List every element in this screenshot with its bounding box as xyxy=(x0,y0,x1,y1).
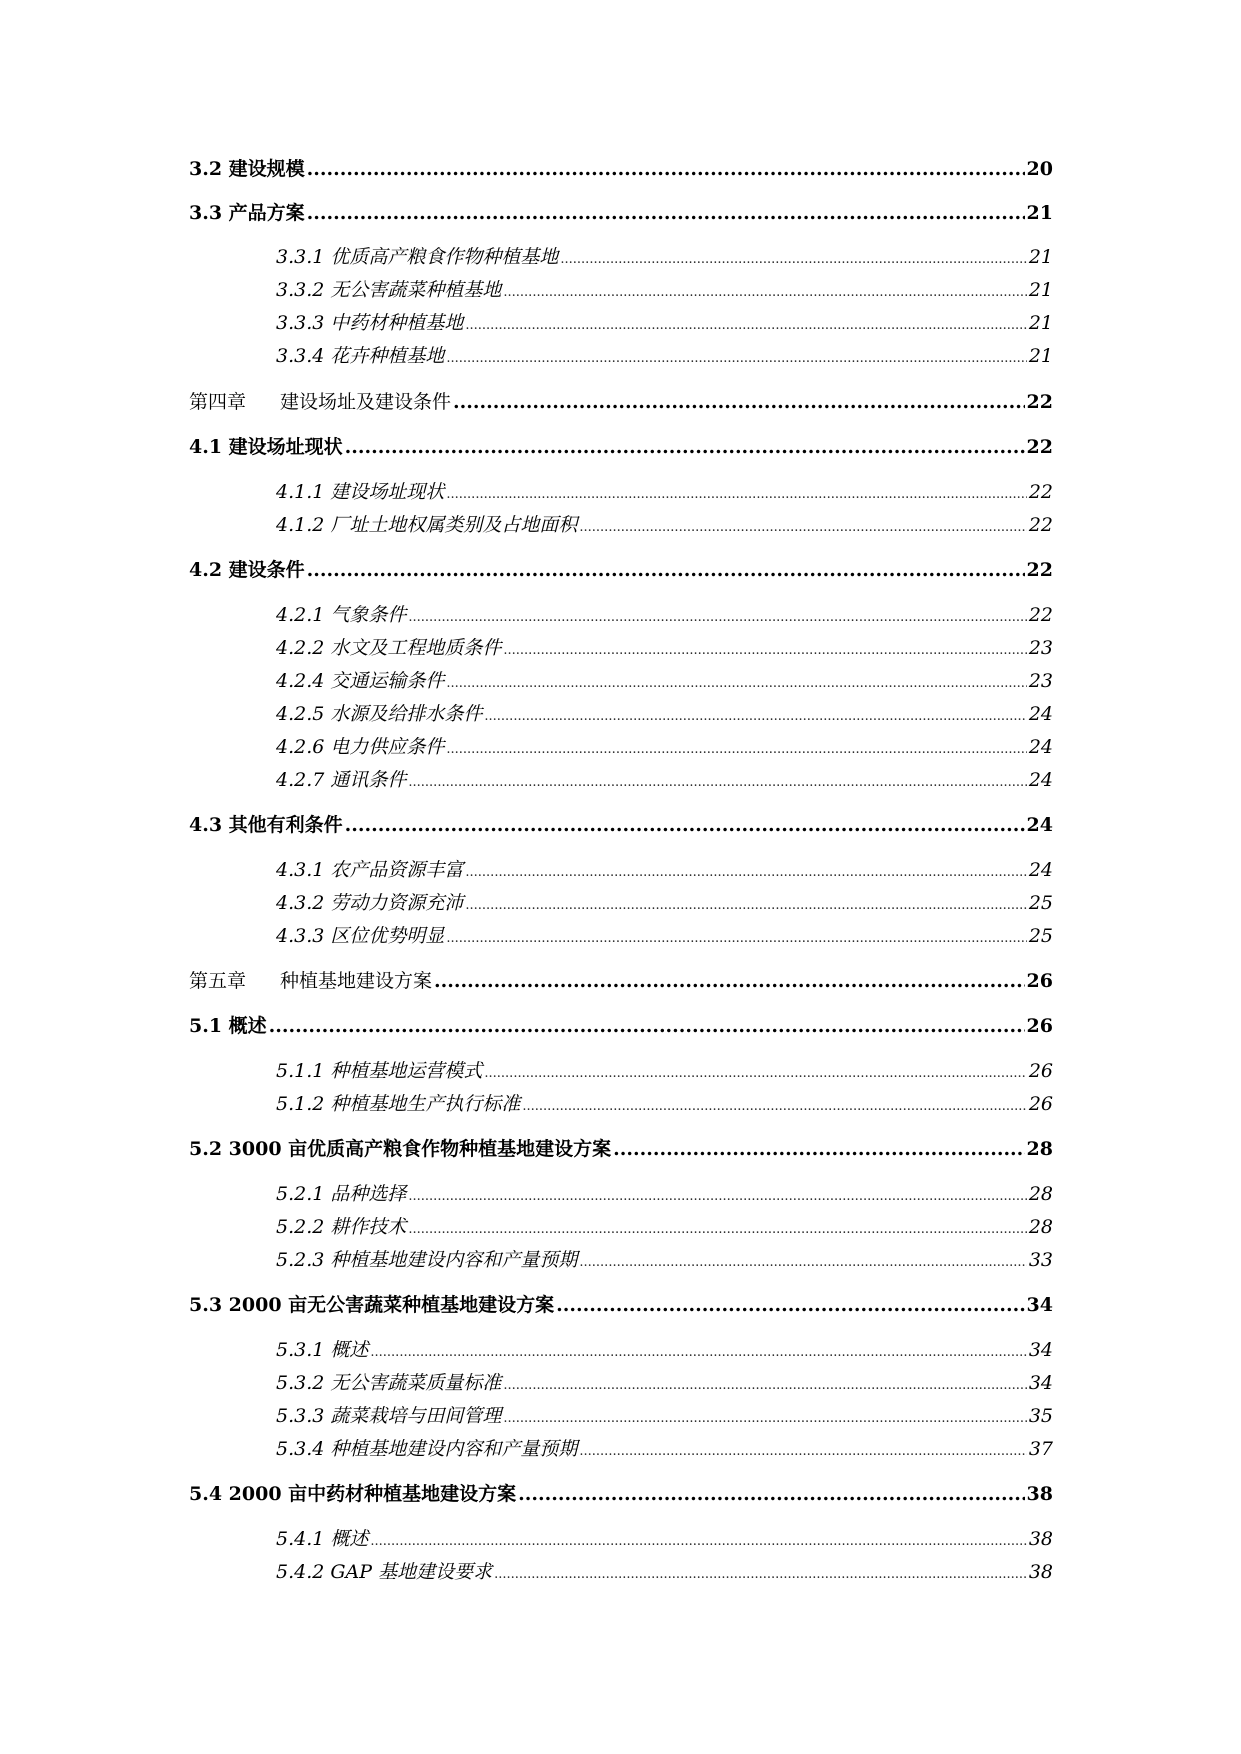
toc-page-number: 23 xyxy=(1028,670,1053,692)
toc-page-number: 21 xyxy=(1028,312,1053,334)
toc-subentry[interactable] xyxy=(276,308,1053,335)
toc-page-number: 26 xyxy=(1028,1060,1053,1082)
toc-leader xyxy=(408,1222,1026,1237)
toc-leader xyxy=(408,1189,1026,1204)
toc-entry-label: 4.1.2 厂址土地权属类别及占地面积 xyxy=(276,514,578,536)
toc-subentry[interactable] xyxy=(276,1401,1053,1428)
toc-leader xyxy=(579,520,1026,535)
toc-page-number: 21 xyxy=(1026,202,1053,224)
toc-entry-label: 5.2.1 品种选择 xyxy=(276,1183,407,1205)
toc-subentry[interactable] xyxy=(276,921,1053,948)
toc-subentry[interactable] xyxy=(276,1368,1053,1395)
toc-leader xyxy=(522,1099,1026,1114)
toc-page-number: 22 xyxy=(1026,436,1053,458)
toc-leader xyxy=(446,676,1026,691)
toc-entry[interactable] xyxy=(189,1290,1053,1317)
toc-entry[interactable] xyxy=(189,1134,1053,1161)
toc-entry-label: 5.1 概述 xyxy=(189,1015,267,1037)
toc-page-number: 25 xyxy=(1028,892,1053,914)
toc-entry[interactable] xyxy=(189,154,1053,181)
toc-subentry[interactable] xyxy=(276,1557,1053,1584)
toc-subentry[interactable] xyxy=(276,855,1053,882)
toc-entry[interactable] xyxy=(189,198,1053,225)
toc-entry-label: 5.3.4 种植基地建设内容和产量预期 xyxy=(276,1438,578,1460)
toc-chapter-number: 第五章 xyxy=(189,970,247,992)
toc-entry-label: 3.3 产品方案 xyxy=(189,202,305,224)
toc-page-number: 22 xyxy=(1026,559,1053,581)
toc-page-number: 22 xyxy=(1028,514,1053,536)
toc-entry-label: 5.4.1 概述 xyxy=(276,1528,369,1550)
toc-page-number: 21 xyxy=(1028,279,1053,301)
toc-page-number: 34 xyxy=(1026,1294,1053,1316)
toc-leader xyxy=(446,487,1026,502)
toc-leader xyxy=(446,931,1026,946)
toc-page-number: 28 xyxy=(1028,1183,1053,1205)
toc-leader xyxy=(465,865,1026,880)
toc-entry-label: 5.4.2 GAP 基地建设要求 xyxy=(276,1561,493,1583)
toc-leader xyxy=(494,1567,1027,1582)
toc-leader xyxy=(307,158,1025,180)
toc-leader xyxy=(434,970,1025,992)
toc-chapter-title: 种植基地建设方案 xyxy=(280,970,433,992)
toc-subentry[interactable] xyxy=(276,1245,1053,1272)
toc-leader xyxy=(613,1138,1024,1160)
toc-leader xyxy=(484,709,1026,724)
toc-page-number: 24 xyxy=(1028,859,1053,881)
toc-chapter-number: 第四章 xyxy=(189,391,247,413)
toc-page-number: 28 xyxy=(1028,1216,1053,1238)
toc-leader xyxy=(370,1534,1026,1549)
toc-page-number: 26 xyxy=(1026,1015,1053,1037)
toc-leader xyxy=(408,610,1026,625)
toc-leader xyxy=(503,643,1026,658)
toc-subentry[interactable] xyxy=(276,1089,1053,1116)
toc-page-number: 25 xyxy=(1028,925,1053,947)
toc-leader xyxy=(556,1294,1024,1316)
toc-leader xyxy=(579,1444,1026,1459)
toc-chapter-entry[interactable] xyxy=(189,966,1053,993)
toc-entry-label: 4.3.3 区位优势明显 xyxy=(276,925,445,947)
toc-leader xyxy=(453,391,1025,413)
toc-leader xyxy=(484,1066,1026,1081)
toc-entry-label: 4.3 其他有利条件 xyxy=(189,814,343,836)
toc-subentry[interactable] xyxy=(276,699,1053,726)
toc-page-number: 38 xyxy=(1028,1561,1053,1583)
toc-entry[interactable] xyxy=(189,1011,1053,1038)
toc-entry-label: 4.2.2 水文及工程地质条件 xyxy=(276,637,502,659)
toc-entry-label: 4.1.1 建设场址现状 xyxy=(276,481,445,503)
toc-page-number: 34 xyxy=(1028,1339,1053,1361)
toc-entry-label: 3.3.3 中药材种植基地 xyxy=(276,312,464,334)
toc-subentry[interactable] xyxy=(276,765,1053,792)
toc-leader xyxy=(560,252,1026,267)
toc-subentry[interactable] xyxy=(276,477,1053,504)
toc-entry-label: 5.3.3 蔬菜栽培与田间管理 xyxy=(276,1405,502,1427)
toc-subentry[interactable] xyxy=(276,732,1053,759)
toc-subentry[interactable] xyxy=(276,633,1053,660)
toc-page-number: 24 xyxy=(1028,703,1053,725)
toc-subentry[interactable] xyxy=(276,341,1053,368)
toc-page-number: 22 xyxy=(1026,391,1053,413)
toc-leader xyxy=(503,1378,1026,1393)
toc-page-number: 20 xyxy=(1026,158,1053,180)
toc-page-number: 22 xyxy=(1028,481,1053,503)
toc-leader xyxy=(503,1411,1026,1426)
toc-chapter-label xyxy=(189,966,432,993)
toc-entry-label: 5.3.1 概述 xyxy=(276,1339,369,1361)
toc-entry-label: 4.2.5 水源及给排水条件 xyxy=(276,703,483,725)
toc-entry-label: 5.4 2000 亩中药材种植基地建设方案 xyxy=(189,1483,517,1505)
toc-entry-label: 4.2 建设条件 xyxy=(189,559,305,581)
toc-page-number: 38 xyxy=(1026,1483,1053,1505)
toc-entry-label: 4.1 建设场址现状 xyxy=(189,436,343,458)
toc-entry-label: 5.2 3000 亩优质高产粮食作物种植基地建设方案 xyxy=(189,1138,612,1160)
toc-entry-label: 3.3.4 花卉种植基地 xyxy=(276,345,445,367)
toc-page-number: 22 xyxy=(1028,604,1053,626)
toc-leader xyxy=(307,559,1025,581)
toc-subentry[interactable] xyxy=(276,1212,1053,1239)
toc-page-number: 28 xyxy=(1026,1138,1053,1160)
toc-subentry[interactable] xyxy=(276,666,1053,693)
toc-entry-label: 5.1.1 种植基地运营模式 xyxy=(276,1060,483,1082)
toc-entry-label: 5.2.2 耕作技术 xyxy=(276,1216,407,1238)
toc-entry-label: 5.3.2 无公害蔬菜质量标准 xyxy=(276,1372,502,1394)
toc-leader xyxy=(465,318,1026,333)
toc-entry[interactable] xyxy=(189,1479,1053,1506)
toc-entry-label: 4.3.1 农产品资源丰富 xyxy=(276,859,464,881)
toc-subentry[interactable] xyxy=(276,600,1053,627)
toc-subentry[interactable] xyxy=(276,1335,1053,1362)
toc-page-number: 21 xyxy=(1028,246,1053,268)
toc-entry[interactable] xyxy=(189,432,1053,459)
toc-entry[interactable] xyxy=(189,555,1053,582)
toc-entry-label: 3.3.2 无公害蔬菜种植基地 xyxy=(276,279,502,301)
toc-entry-label: 4.2.6 电力供应条件 xyxy=(276,736,445,758)
toc-page-number: 24 xyxy=(1028,769,1053,791)
toc-entry-label: 5.2.3 种植基地建设内容和产量预期 xyxy=(276,1249,578,1271)
toc-page-number: 26 xyxy=(1028,1093,1053,1115)
toc-entry-label: 4.2.1 气象条件 xyxy=(276,604,407,626)
toc-page-number: 21 xyxy=(1028,345,1053,367)
toc-subentry[interactable] xyxy=(276,510,1053,537)
toc-leader xyxy=(408,775,1026,790)
toc-subentry[interactable] xyxy=(276,1056,1053,1083)
toc-leader xyxy=(446,742,1026,757)
toc-entry-label: 5.3 2000 亩无公害蔬菜种植基地建设方案 xyxy=(189,1294,555,1316)
toc-leader xyxy=(345,814,1025,836)
toc-entry-label: 4.2.7 通讯条件 xyxy=(276,769,407,791)
toc-subentry[interactable] xyxy=(276,275,1053,302)
toc-leader xyxy=(446,351,1026,366)
toc-page-number: 33 xyxy=(1028,1249,1053,1271)
toc-page-number: 37 xyxy=(1028,1438,1053,1460)
toc-page-number: 24 xyxy=(1026,814,1053,836)
toc-page-number: 38 xyxy=(1028,1528,1053,1550)
toc-leader xyxy=(503,285,1026,300)
toc-chapter-entry[interactable] xyxy=(189,387,1053,414)
toc-entry[interactable] xyxy=(189,810,1053,837)
toc-leader xyxy=(518,1483,1024,1505)
toc-chapter-label xyxy=(189,387,451,414)
toc-leader xyxy=(579,1255,1026,1270)
toc-leader xyxy=(465,898,1026,913)
toc-subentry[interactable] xyxy=(276,1179,1053,1206)
toc-page-number: 24 xyxy=(1028,736,1053,758)
toc-entry-label: 3.2 建设规模 xyxy=(189,158,305,180)
toc-entry-label: 5.1.2 种植基地生产执行标准 xyxy=(276,1093,521,1115)
toc-chapter-title: 建设场址及建设条件 xyxy=(280,391,452,413)
toc-entry-label: 3.3.1 优质高产粮食作物种植基地 xyxy=(276,246,559,268)
toc-entry-label: 4.3.2 劳动力资源充沛 xyxy=(276,892,464,914)
toc-leader xyxy=(345,436,1025,458)
toc-leader xyxy=(269,1015,1025,1037)
toc-leader xyxy=(370,1345,1026,1360)
toc-subentry[interactable] xyxy=(276,888,1053,915)
toc-leader xyxy=(307,202,1025,224)
toc-page-number: 35 xyxy=(1028,1405,1053,1427)
toc-page-number: 23 xyxy=(1028,637,1053,659)
toc-page-number: 34 xyxy=(1028,1372,1053,1394)
toc-page-number: 26 xyxy=(1026,970,1053,992)
toc-subentry[interactable] xyxy=(276,242,1053,269)
toc-subentry[interactable] xyxy=(276,1434,1053,1461)
toc-entry-label: 4.2.4 交通运输条件 xyxy=(276,670,445,692)
toc-subentry[interactable] xyxy=(276,1524,1053,1551)
